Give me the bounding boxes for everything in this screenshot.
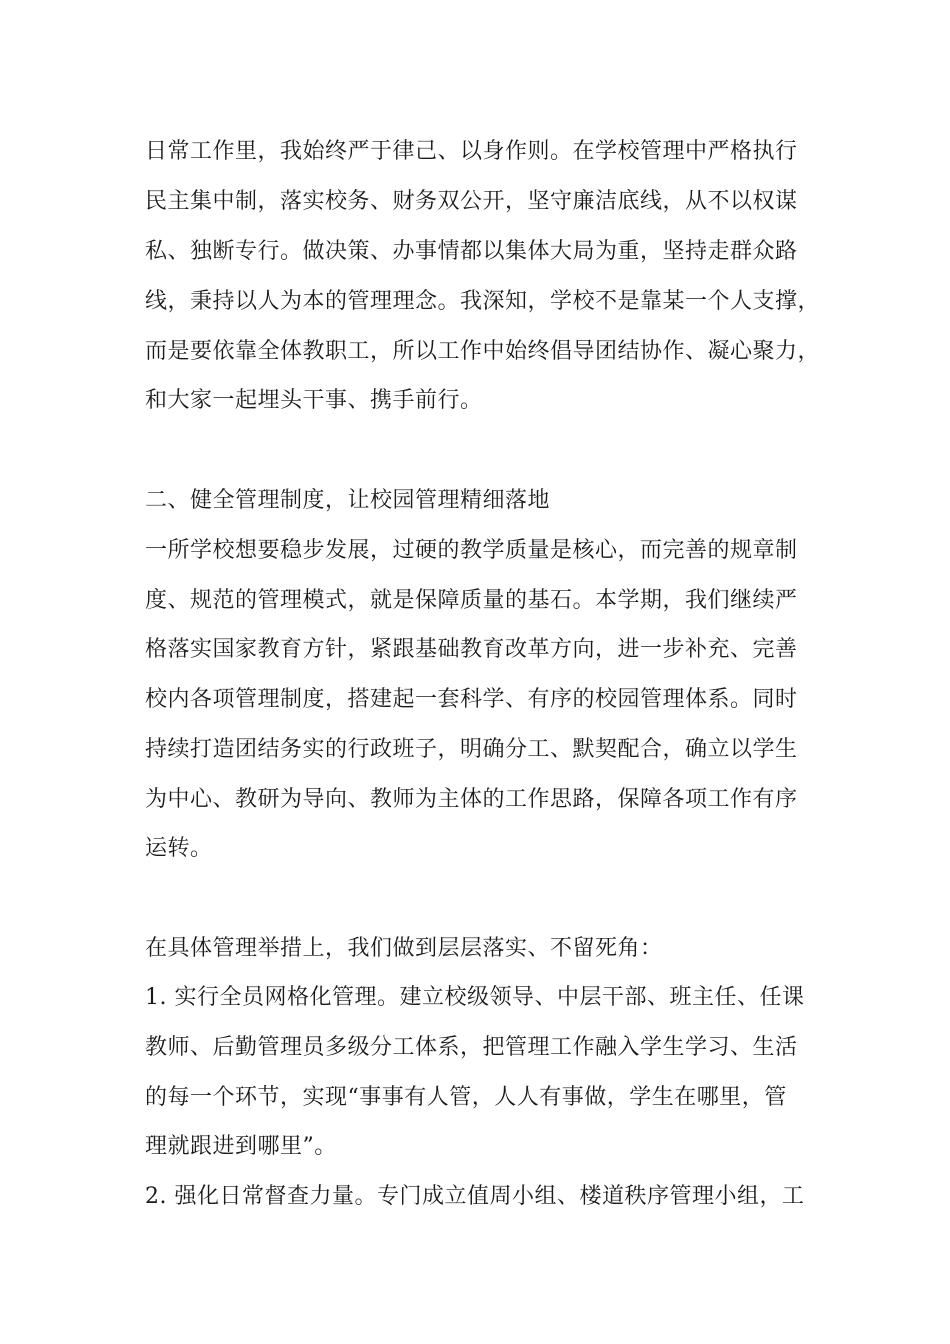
list-item-line: 1. 实行全员网格化管理。建立校级领导、中层干部、班主任、任课 [145,985,805,1010]
paragraph-line: 校内各项管理制度，搭建起一套科学、有序的校园管理体系。同时 [145,687,798,712]
section-heading: 二、健全管理制度，让校园管理精细落地 [145,488,551,513]
paragraph-line: 民主集中制，落实校务、财务双公开，坚守廉洁底线，从不以权谋 [145,189,798,214]
list-item-line: 的每一个环节，实现“事事有人管，人人有事做，学生在哪里，管 [145,1085,787,1110]
paragraph-line: 私、独断专行。做决策、办事情都以集体大局为重，坚持走群众路 [145,239,798,264]
paragraph-line: 格落实国家教育方针，紧跟基础教育改革方向，进一步补充、完善 [145,637,798,662]
paragraph-line: 日常工作里，我始终严于律己、以身作则。在学校管理中严格执行 [145,139,798,164]
paragraph-line: 和大家一起埋头干事、携手前行。 [145,388,483,413]
paragraph-line: 为中心、教研为导向、教师为主体的工作思路，保障各项工作有序 [145,787,798,812]
list-item-line: 2. 强化日常督查力量。专门成立值周小组、楼道秩序管理小组，工 [145,1184,805,1209]
paragraph-line: 在具体管理举措上，我们做到层层落实、不留死角： [145,936,663,961]
list-item-line: 教师、后勤管理员多级分工体系，把管理工作融入学生学习、生活 [145,1035,798,1060]
list-item-line: 理就跟进到哪里”。 [145,1134,337,1159]
paragraph-line: 而是要依靠全体教职工，所以工作中始终倡导团结协作、凝心聚力， [145,339,821,364]
paragraph-line: 线，秉持以人为本的管理理念。我深知，学校不是靠某一个人支撑， [145,289,821,314]
paragraph-line: 持续打造团结务实的行政班子，明确分工、默契配合，确立以学生 [145,737,798,762]
paragraph-line: 度、规范的管理模式，就是保障质量的基石。本学期，我们继续严 [145,588,798,613]
paragraph-line: 运转。 [145,836,213,861]
paragraph-line: 一所学校想要稳步发展，过硬的教学质量是核心，而完善的规章制 [145,538,798,563]
